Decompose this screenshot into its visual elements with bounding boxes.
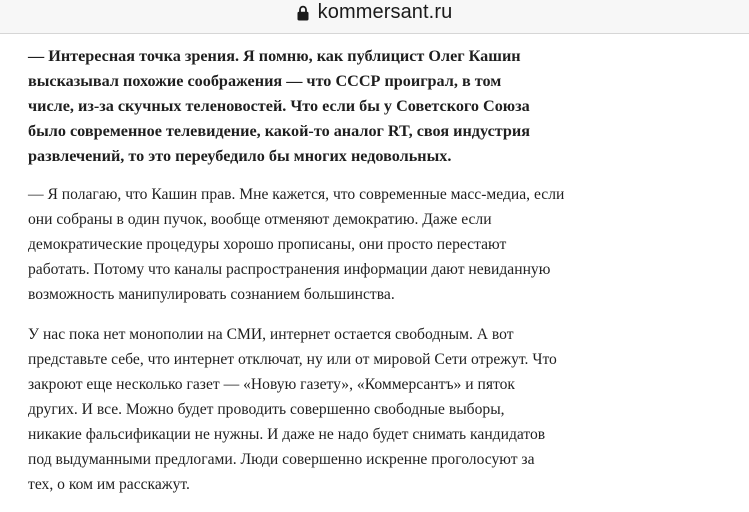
text-line: они собраны в один пучок, вообще отменяют демократию. Даже если [28, 211, 492, 228]
text-line: У нас пока нет монополии на СМИ, интернет остается свободным. А вот [28, 326, 514, 343]
browser-address-bar[interactable] [0, 0, 749, 34]
lock-icon [297, 5, 309, 21]
text-line: работать. Потому что каналы распространения информации дают невиданную [28, 261, 551, 278]
text-line: никакие фальсификации не нужны. И даже не надо будет снимать кандидатов [28, 426, 546, 443]
text-line: демократические процедуры хорошо прописаны, они просто перестают [28, 236, 507, 253]
text-line: представьте себе, что интернет отключат, ну или от мировой Сети отрежут. Что [28, 351, 557, 368]
text-line: высказывал похожие соображения — что СССР проиграл, в том [28, 72, 502, 90]
article-body [28, 44, 728, 512]
site-domain: kommersant.ru [317, 1, 453, 23]
interview-answer-paragraph [28, 182, 728, 307]
text-line: тех, о ком им расскажут. [28, 476, 190, 493]
text-line: возможность манипулировать сознанием большинства. [28, 286, 395, 303]
text-line: числе, из-за скучных теленовостей. Что если бы у Советского Союза [28, 97, 530, 115]
text-line: — Интересная точка зрения. Я помню, как публицист Олег Кашин [28, 47, 521, 65]
interview-answer-paragraph [28, 322, 728, 497]
address-bar-content[interactable] [297, 1, 453, 24]
text-line: других. И все. Можно будет проводить совершенно свободные выборы, [28, 401, 505, 418]
text-line: — Я полагаю, что Кашин прав. Мне кажется, что современные масс-медиа, если [28, 186, 565, 203]
interview-question [28, 44, 728, 169]
text-line: развлечений, то это переубедило бы многих недовольных. [28, 147, 452, 165]
text-line: было современное телевидение, какой-то аналог RT, своя индустрия [28, 122, 531, 140]
text-line: под выдуманными предлогами. Люди совершенно искренне проголосуют за [28, 451, 535, 468]
text-line: закроют еще несколько газет — «Новую газету», «Коммерсантъ» и пяток [28, 376, 515, 393]
